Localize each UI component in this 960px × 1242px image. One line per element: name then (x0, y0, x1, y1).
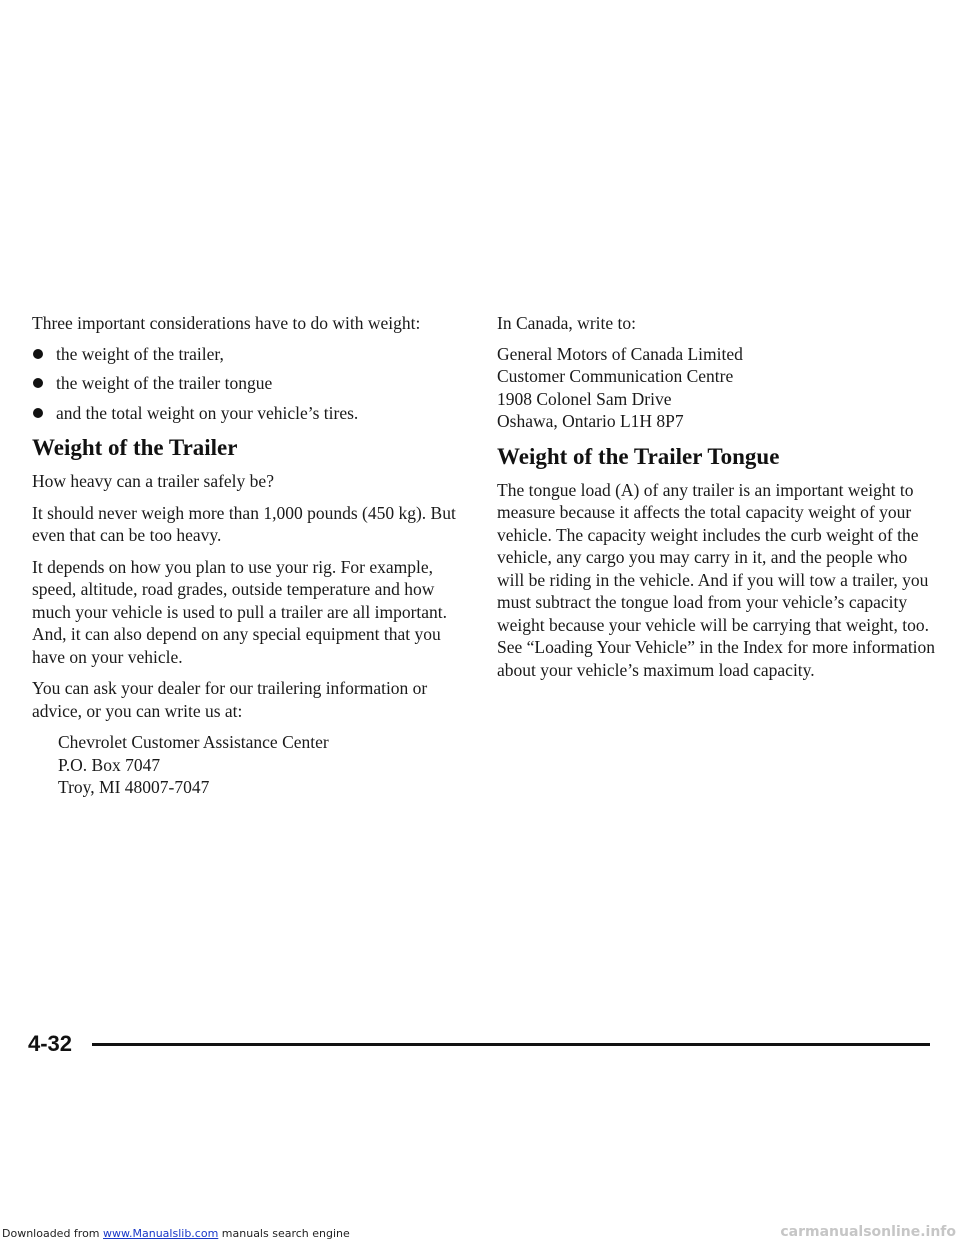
address-line: Troy, MI 48007-7047 (58, 777, 210, 797)
section-heading-weight-of-trailer: Weight of the Trailer (32, 435, 238, 460)
paragraph: It should never weigh more than 1,000 pounds (450 kg). But even that can be too heavy. (32, 502, 456, 545)
download-notice: Downloaded from www.Manualslib.com manuals search engine (2, 1227, 350, 1240)
footer-rule (92, 1043, 930, 1046)
weight-considerations-list (32, 343, 462, 425)
page-footer (28, 1030, 930, 1060)
list-item: the weight of the trailer, (32, 343, 462, 366)
bullet-icon (33, 408, 43, 418)
bullet-icon (33, 378, 43, 388)
list-item: the weight of the trailer tongue (32, 372, 462, 395)
address-line: Chevrolet Customer Assistance Center (58, 732, 329, 752)
manualslib-link[interactable]: www.Manualslib.com (103, 1227, 219, 1240)
list-item: and the total weight on your vehicle’s tires. (32, 402, 462, 425)
section-heading-weight-of-trailer-tongue: Weight of the Trailer Tongue (497, 443, 780, 469)
paragraph: How heavy can a trailer safely be? (32, 471, 274, 491)
chevrolet-address-block (58, 731, 462, 799)
watermark: carmanualsonline.info (780, 1224, 956, 1240)
right-column (497, 312, 937, 690)
left-column (32, 312, 462, 799)
address-line: P.O. Box 7047 (58, 754, 161, 775)
address-line: General Motors of Canada Limited (497, 343, 743, 364)
canada-intro: In Canada, write to: (497, 313, 636, 333)
address-line: Customer Communication Centre (497, 366, 734, 386)
canada-address-block (497, 343, 937, 433)
address-line: Oshawa, Ontario L1H 8P7 (497, 411, 684, 431)
paragraph: You can ask your dealer for our trailering information or advice, or you can write us at: (32, 678, 428, 721)
paragraph: The tongue load (A) of any trailer is an important weight to measure because it affects the total capacity weight of your vehicle. The capacity weight includes the curb weight of the vehicle, any cargo you may carry in it, and the people who will be riding in the vehicle. And if you will tow a trailer, you must subtract the tongue load from your vehicle’s capacity weight because your vehicle will be carrying that weight, too. See “Loading Your Vehicle” in the Index for more information about your vehicle’s maximum load capacity. (497, 479, 936, 680)
page-number: 4-32 (28, 1031, 73, 1056)
weight-considerations-intro: Three important considerations have to do with weight: (32, 313, 421, 333)
bullet-icon (33, 349, 43, 359)
paragraph: It depends on how you plan to use your rig. For example, speed, altitude, road grades, outside temperature and how much your vehicle is used to pull a trailer are all important. And, it can also depend on any special equipment that you have on your vehicle. (32, 556, 448, 667)
address-line: 1908 Colonel Sam Drive (497, 388, 672, 409)
